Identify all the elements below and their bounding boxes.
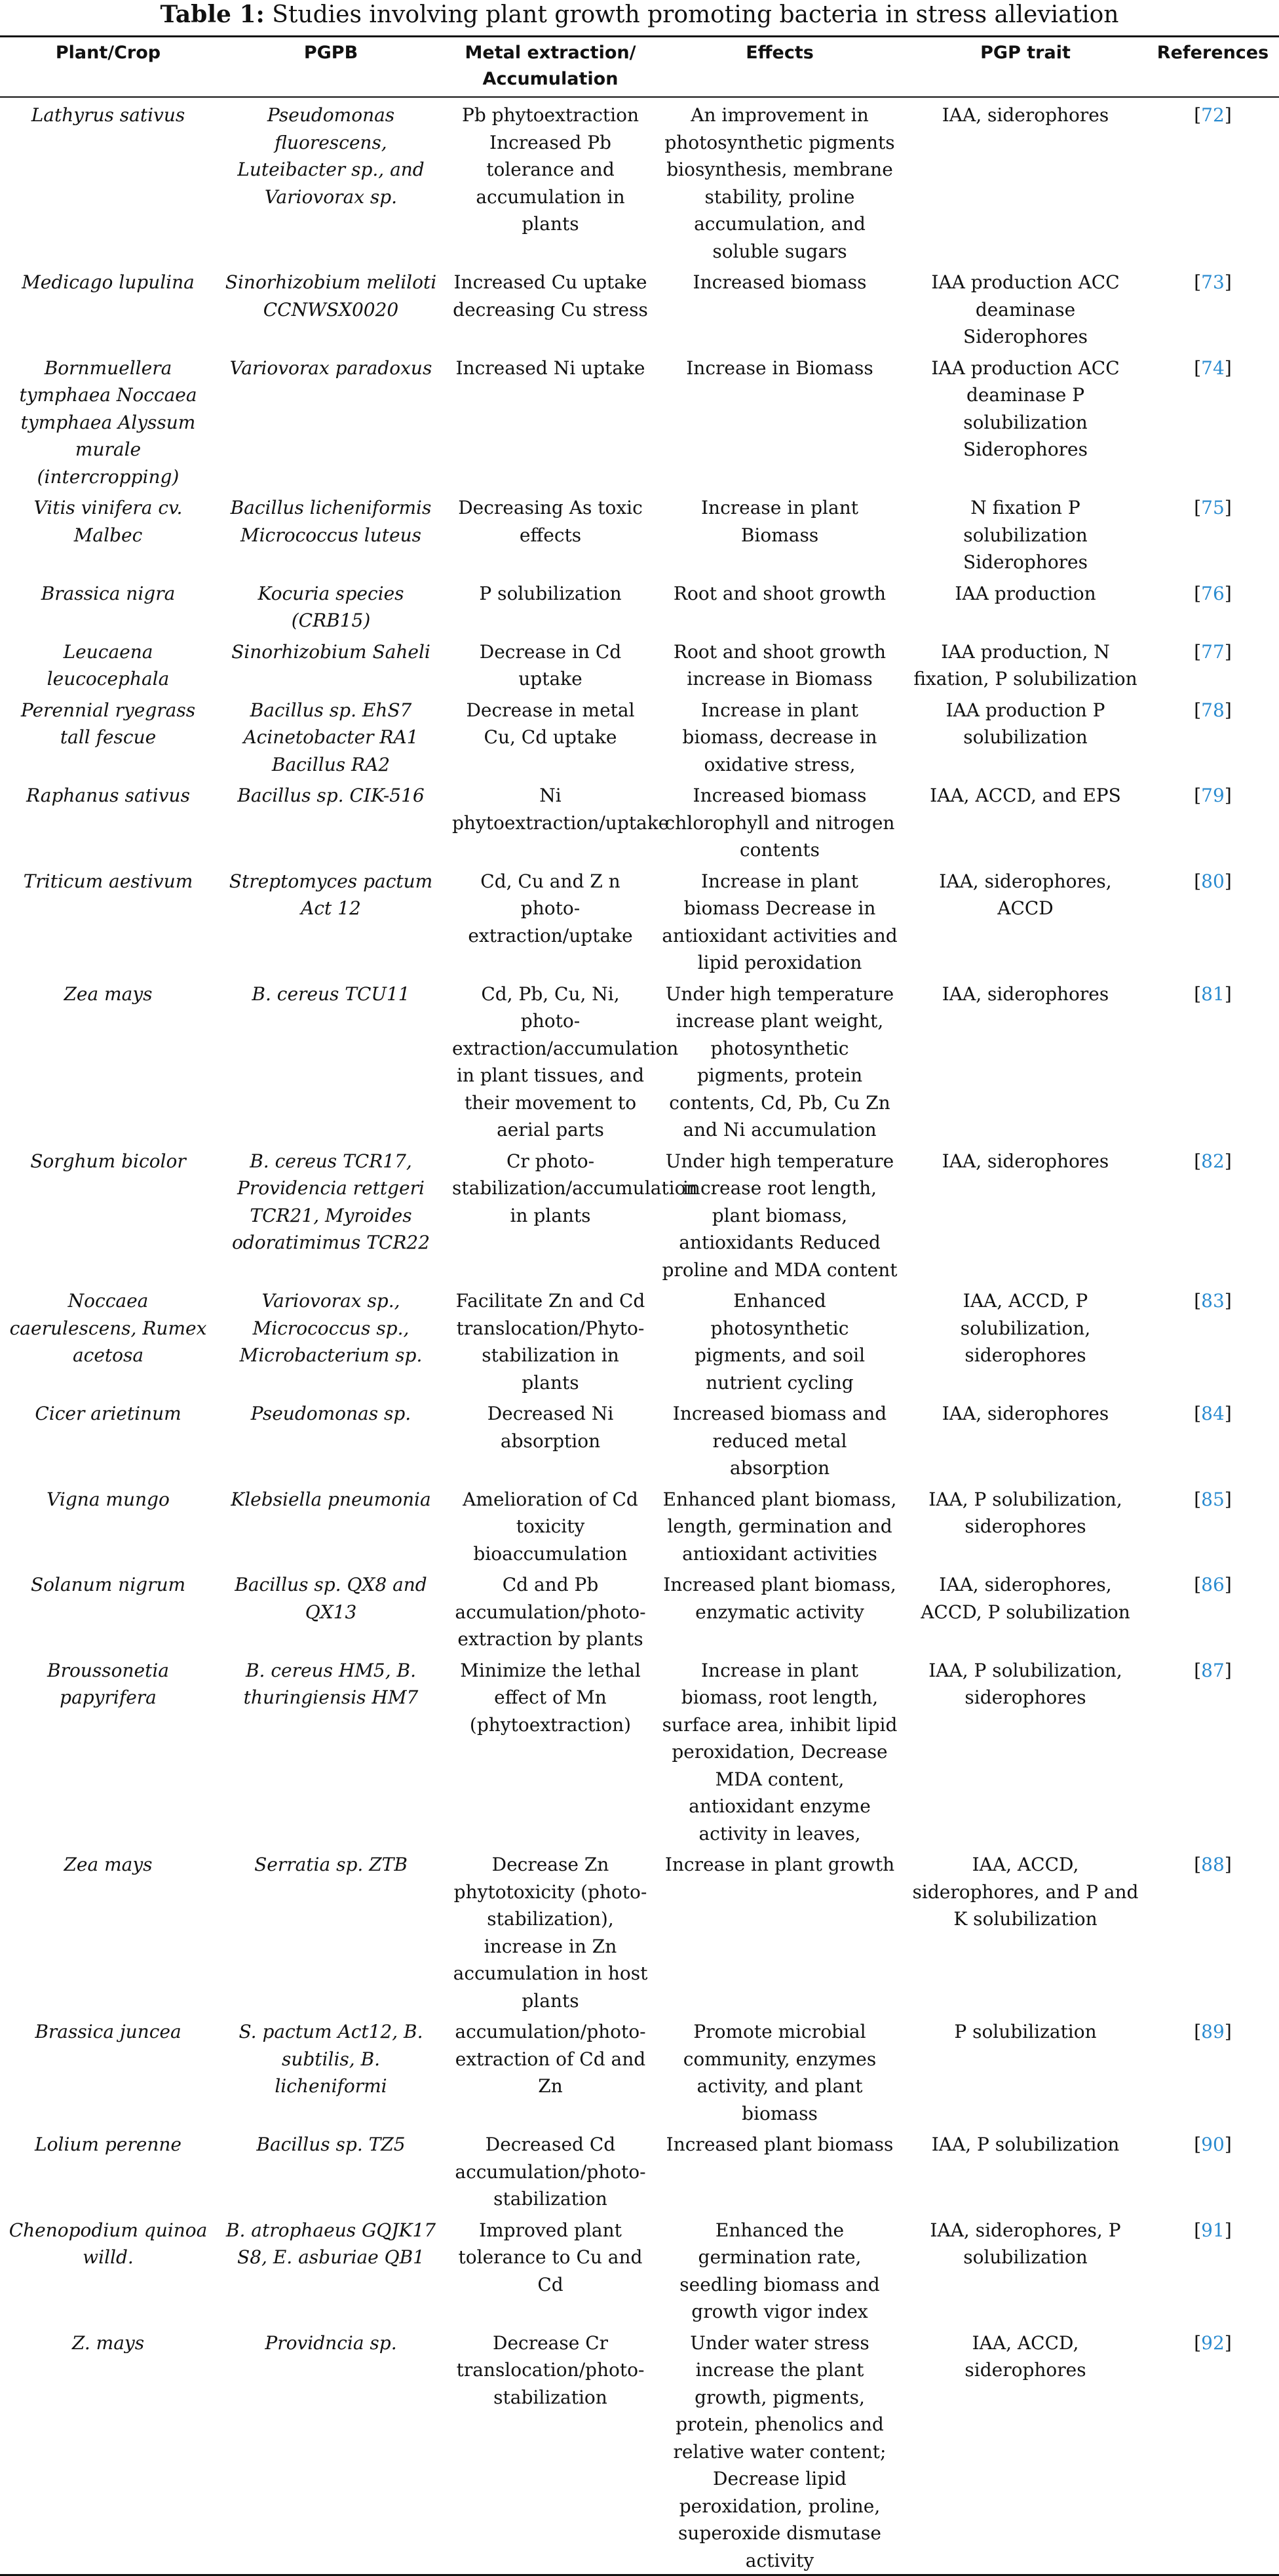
- reference-link[interactable]: 78: [1201, 699, 1225, 721]
- reference-link[interactable]: 91: [1201, 2219, 1225, 2241]
- table-row: [0, 1396, 1279, 1482]
- trait-cell: IAA, P solubilization, siderophores: [928, 1488, 1122, 1537]
- effects-cell: Under water stress increase the plant growth, pigments, protein, phenolics and relative water content; Decrease lipid peroxidation, proline, superoxide dismutase activity: [673, 2332, 887, 2571]
- plant-cell: Leucaena leucocephala: [47, 640, 170, 690]
- table-caption: [0, 0, 1279, 35]
- reference-link[interactable]: 77: [1201, 640, 1225, 663]
- plant-cell: Medicago lupulina: [22, 271, 195, 293]
- trait-cell: IAA, siderophores, P solubilization: [930, 2219, 1121, 2268]
- trait-cell: IAA production, N fixation, P solubilization: [913, 640, 1137, 690]
- effects-cell: Increased plant biomass: [666, 2134, 894, 2155]
- trait-cell: P solubilization: [954, 2021, 1097, 2042]
- plant-cell: Zea mays: [64, 1854, 153, 1875]
- trait-cell: IAA, siderophores: [942, 983, 1109, 1005]
- header-trait: PGP trait: [980, 43, 1071, 63]
- reference-cell: [86]: [1194, 1574, 1232, 1595]
- trait-cell: IAA, ACCD, and EPS: [930, 785, 1121, 806]
- pgpb-cell: Bacillus licheniformis Micrococcus luteus: [230, 497, 432, 546]
- effects-cell: An improvement in photosynthetic pigments biosynthesis, membrane stability, proline accumulation, and soluble sugars: [664, 104, 895, 262]
- trait-cell: IAA, siderophores: [942, 1403, 1109, 1424]
- pgpb-cell: Serratia sp. ZTB: [254, 1854, 408, 1875]
- trait-cell: IAA production: [955, 582, 1096, 604]
- metal-cell: Cd, Cu and Z n photo-extraction/uptake: [468, 870, 633, 946]
- plant-cell: Brassica juncea: [35, 2021, 181, 2042]
- header-pgpb: PGPB: [303, 43, 358, 63]
- reference-link[interactable]: 81: [1201, 983, 1225, 1005]
- pgpb-cell: Providncia sp.: [265, 2332, 397, 2354]
- metal-cell: Cr photo-stabilization/accumulation in plants: [452, 1150, 698, 1226]
- reference-link[interactable]: 92: [1201, 2332, 1225, 2354]
- effects-cell: Increased biomass: [693, 271, 867, 293]
- effects-cell: Under high temperature increase root length, plant biomass, antioxidants Reduced proline and MDA content: [662, 1150, 898, 1281]
- table-row: [0, 1283, 1279, 1396]
- table-row: [0, 97, 1279, 265]
- trait-cell: IAA, siderophores, ACCD, P solubilization: [921, 1574, 1130, 1623]
- reference-cell: [92]: [1194, 2332, 1232, 2354]
- pgpb-cell: Bacillus sp. QX8 and QX13: [235, 1574, 427, 1623]
- pgpb-cell: B. cereus TCR17, Providencia rettgeri TCR21, Myroides odoratimimus TCR22: [231, 1150, 430, 1253]
- pgpb-cell: B. atrophaeus GQJK17 S8, E. asburiae QB1: [225, 2219, 436, 2268]
- plant-cell: Perennial ryegrass tall fescue: [20, 699, 196, 748]
- pgpb-cell: Variovorax paradoxus: [229, 357, 432, 379]
- metal-cell: Decreased Cd accumulation/photo-stabilization: [455, 2134, 646, 2210]
- metal-cell: Decrease Cr translocation/photo-stabilization: [456, 2332, 645, 2408]
- reference-link[interactable]: 90: [1201, 2134, 1225, 2155]
- metal-cell: Facilitate Zn and Cd translocation/Phyto-stabilization in plants: [455, 1290, 645, 1394]
- table-header-row: [0, 37, 1279, 98]
- effects-cell: Increase in plant growth: [664, 1854, 895, 1875]
- reference-link[interactable]: 86: [1201, 1574, 1225, 1595]
- plant-cell: Broussonetia papyrifera: [47, 1659, 169, 1708]
- pgpb-cell: Pseudomonas sp.: [250, 1403, 411, 1424]
- header-metal: Metal extraction/ Accumulation: [465, 43, 636, 89]
- trait-cell: IAA, siderophores: [942, 104, 1109, 126]
- reference-link[interactable]: 80: [1201, 870, 1225, 892]
- reference-cell: [91]: [1194, 2219, 1232, 2241]
- reference-cell: [82]: [1194, 1150, 1232, 1172]
- reference-cell: [90]: [1194, 2134, 1232, 2155]
- table-row: [0, 2213, 1279, 2326]
- plant-cell: Cicer arietinum: [35, 1403, 181, 1424]
- reference-cell: [88]: [1194, 1854, 1232, 1875]
- table-row: [0, 2014, 1279, 2127]
- plant-cell: Solanum nigrum: [30, 1574, 186, 1595]
- plant-cell: Zea mays: [64, 983, 153, 1005]
- metal-cell: Improved plant tolerance to Cu and Cd: [458, 2219, 643, 2295]
- plant-cell: Vitis vinifera cv. Malbec: [33, 497, 183, 546]
- pgpb-cell: Variovorax sp., Micrococcus sp., Microbacterium sp.: [239, 1290, 423, 1366]
- effects-cell: Under high temperature increase plant weight, photosynthetic pigments, protein contents, Cd, Pb, Cu Zn and Ni accumulation: [665, 983, 894, 1141]
- trait-cell: IAA, ACCD, siderophores, and P and K solubilization: [912, 1854, 1139, 1930]
- table-row: [0, 490, 1279, 576]
- trait-cell: IAA, siderophores, ACCD: [939, 870, 1112, 919]
- table-title: Studies involving plant growth promoting bacteria in stress alleviation: [272, 1, 1119, 28]
- trait-cell: IAA production ACC deaminase P solubilization Siderophores: [931, 357, 1120, 460]
- metal-cell: Pb phytoextraction Increased Pb tolerance and accumulation in plants: [461, 104, 640, 235]
- reference-cell: [73]: [1194, 271, 1232, 293]
- effects-cell: Enhanced the germination rate, seedling biomass and growth vigor index: [679, 2219, 880, 2322]
- studies-table: [0, 35, 1279, 2576]
- effects-cell: Increased plant biomass, enzymatic activity: [663, 1574, 896, 1623]
- trait-cell: IAA production ACC deaminase Siderophores: [931, 271, 1120, 347]
- metal-cell: Cd, Pb, Cu, Ni, photo-extraction/accumulation in plant tissues, and their movement to aerial parts: [452, 983, 679, 1141]
- trait-cell: N fixation P solubilization Siderophores: [963, 497, 1088, 573]
- metal-cell: Decrease in metal Cu, Cd uptake: [466, 699, 635, 748]
- plant-cell: Vigna mungo: [47, 1488, 170, 1510]
- table-body: [0, 97, 1279, 2575]
- metal-cell: Minimize the lethal effect of Mn (phytoextraction): [460, 1659, 641, 1736]
- pgpb-cell: B. cereus HM5, B. thuringiensis HM7: [243, 1659, 419, 1708]
- pgpb-cell: Bacillus sp. TZ5: [256, 2134, 406, 2155]
- reference-cell: [85]: [1194, 1488, 1232, 1510]
- reference-cell: [78]: [1194, 699, 1232, 721]
- table-row: [0, 634, 1279, 693]
- metal-cell: Increased Ni uptake: [455, 357, 645, 379]
- header-references: References: [1156, 43, 1269, 63]
- reference-link[interactable]: 73: [1201, 271, 1225, 293]
- table-row: [0, 1567, 1279, 1653]
- effects-cell: Increase in plant biomass Decrease in antioxidant activities and lipid peroxidation: [662, 870, 898, 973]
- table-row: [0, 977, 1279, 1144]
- table-label: Table 1:: [160, 1, 265, 28]
- plant-cell: Noccaea caerulescens, Rumex acetosa: [9, 1290, 207, 1366]
- metal-cell: Decrease Zn phytotoxicity (photo-stabilization), increase in Zn accumulation in host plants: [453, 1854, 648, 2012]
- effects-cell: Increase in plant Biomass: [700, 497, 858, 546]
- table-row: [0, 1482, 1279, 1568]
- metal-cell: Ni phytoextraction/uptake: [452, 785, 670, 834]
- reference-link[interactable]: 87: [1201, 1659, 1225, 1681]
- reference-link[interactable]: 85: [1201, 1488, 1225, 1510]
- reference-cell: [75]: [1194, 497, 1232, 518]
- header-effects: Effects: [746, 43, 814, 63]
- pgpb-cell: Pseudomonas fluorescens, Luteibacter sp., and Variovorax sp.: [237, 104, 425, 208]
- pgpb-cell: S. pactum Act12, B. subtilis, B. licheniformi: [239, 2021, 423, 2097]
- reference-cell: [89]: [1194, 2021, 1232, 2042]
- metal-cell: Decreasing As toxic effects: [458, 497, 643, 546]
- table-row: [0, 1847, 1279, 2014]
- reference-cell: [76]: [1194, 582, 1232, 604]
- trait-cell: IAA, ACCD, siderophores: [964, 2332, 1086, 2381]
- plant-cell: Lathyrus sativus: [31, 104, 185, 126]
- trait-cell: IAA, ACCD, P solubilization, siderophores: [960, 1290, 1091, 1366]
- effects-cell: Root and shoot growth increase in Biomass: [673, 640, 887, 690]
- reference-cell: [87]: [1194, 1659, 1232, 1681]
- pgpb-cell: B. cereus TCU11: [252, 983, 410, 1005]
- table-row: [0, 693, 1279, 779]
- table-row: [0, 1144, 1279, 1284]
- trait-cell: IAA production P solubilization: [945, 699, 1105, 748]
- pgpb-cell: Bacillus sp. EhS7 Acinetobacter RA1 Bacillus RA2: [243, 699, 419, 775]
- reference-cell: [84]: [1194, 1403, 1232, 1424]
- reference-cell: [72]: [1194, 104, 1232, 126]
- pgpb-cell: Bacillus sp. CIK-516: [237, 785, 425, 806]
- plant-cell: Raphanus sativus: [26, 785, 190, 806]
- metal-cell: Decreased Ni absorption: [487, 1403, 614, 1452]
- pgpb-cell: Klebsiella pneumonia: [231, 1488, 431, 1510]
- metal-cell: P solubilization: [479, 582, 622, 604]
- metal-cell: accumulation/photo-extraction of Cd and Zn: [455, 2021, 646, 2097]
- reference-link[interactable]: 89: [1201, 2021, 1225, 2042]
- reference-cell: [80]: [1194, 870, 1232, 892]
- reference-link[interactable]: 82: [1201, 1150, 1225, 1172]
- reference-link[interactable]: 83: [1201, 1290, 1225, 1312]
- plant-cell: Brassica nigra: [41, 582, 176, 604]
- trait-cell: IAA, siderophores: [942, 1150, 1109, 1172]
- table-row: [0, 576, 1279, 634]
- reference-cell: [74]: [1194, 357, 1232, 379]
- effects-cell: Root and shoot growth: [673, 582, 887, 604]
- pgpb-cell: Kocuria species (CRB15): [258, 582, 404, 631]
- reference-link[interactable]: 79: [1201, 785, 1225, 806]
- metal-cell: Increased Cu uptake decreasing Cu stress: [453, 271, 648, 321]
- pgpb-cell: Sinorhizobium meliloti CCNWSX0020: [225, 271, 437, 321]
- effects-cell: Increase in plant biomass, root length, surface area, inhibit lipid peroxidation, Decrease MDA content, antioxidant enzyme activity in leaves,: [662, 1659, 898, 1844]
- effects-cell: Increase in plant biomass, decrease in oxidative stress,: [682, 699, 877, 775]
- reference-link[interactable]: 76: [1201, 582, 1225, 604]
- trait-cell: IAA, P solubilization: [931, 2134, 1120, 2155]
- reference-link[interactable]: 84: [1201, 1403, 1225, 1424]
- plant-cell: Sorghum bicolor: [30, 1150, 186, 1172]
- table-row: [0, 1653, 1279, 1848]
- reference-cell: [79]: [1194, 785, 1232, 806]
- effects-cell: Increased biomass and reduced metal absorption: [672, 1403, 887, 1479]
- pgpb-cell: Sinorhizobium Saheli: [231, 640, 430, 663]
- reference-link[interactable]: 72: [1201, 104, 1225, 126]
- metal-cell: Amelioration of Cd toxicity bioaccumulation: [463, 1488, 638, 1565]
- effects-cell: Increase in Biomass: [686, 357, 873, 379]
- plant-cell: Chenopodium quinoa willd.: [9, 2219, 208, 2268]
- table-row: [0, 864, 1279, 977]
- reference-link[interactable]: 88: [1201, 1854, 1225, 1875]
- table-row: [0, 265, 1279, 351]
- table-row: [0, 2127, 1279, 2213]
- pgpb-cell: Streptomyces pactum Act 12: [229, 870, 433, 919]
- table-row: [0, 351, 1279, 491]
- metal-cell: Decrease in Cd uptake: [479, 640, 622, 690]
- reference-link[interactable]: 75: [1201, 497, 1225, 518]
- effects-cell: Enhanced plant biomass, length, germination and antioxidant activities: [662, 1488, 897, 1565]
- table-row: [0, 2326, 1279, 2575]
- plant-cell: Z. mays: [71, 2332, 145, 2354]
- plant-cell: Lolium perenne: [35, 2134, 181, 2155]
- trait-cell: IAA, P solubilization, siderophores: [928, 1659, 1122, 1708]
- plant-cell: Triticum aestivum: [23, 870, 193, 892]
- reference-link[interactable]: 74: [1201, 357, 1225, 379]
- effects-cell: Increased biomass chlorophyll and nitrogen contents: [664, 785, 895, 861]
- reference-cell: [83]: [1194, 1290, 1232, 1312]
- header-plant: Plant/Crop: [55, 43, 161, 63]
- effects-cell: Enhanced photosynthetic pigments, and soil nutrient cycling: [694, 1290, 866, 1394]
- metal-cell: Cd and Pb accumulation/photo-extraction by plants: [455, 1574, 646, 1650]
- plant-cell: Bornmuellera tymphaea Noccaea tymphaea Alyssum murale (intercropping): [19, 357, 197, 488]
- reference-cell: [81]: [1194, 983, 1232, 1005]
- reference-cell: [77]: [1194, 640, 1232, 663]
- effects-cell: Promote microbial community, enzymes activity, and plant biomass: [683, 2021, 877, 2124]
- table-row: [0, 778, 1279, 864]
